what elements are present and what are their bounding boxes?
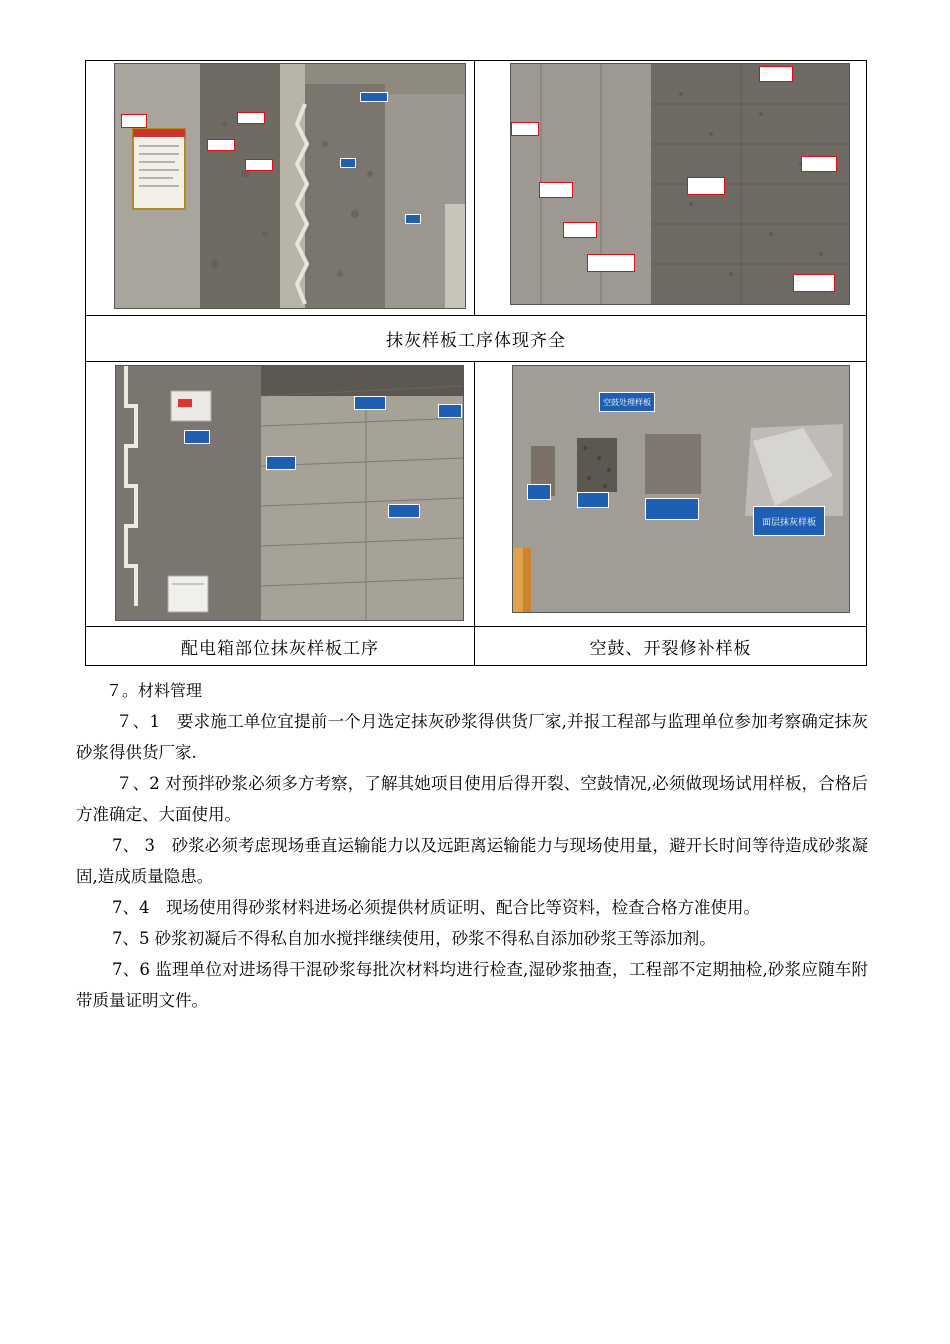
section-heading: ７。材料管理 [106, 681, 203, 700]
paragraph: ７、1 要求施工单位宜提前一个月选定抹灰砂浆得供货厂家,并报工程部与监理单位参加考察确定抹灰砂浆得供货厂家. [76, 712, 868, 762]
process-sign [793, 274, 835, 292]
process-sign [340, 158, 356, 168]
plaster-sample-photo-2 [510, 63, 850, 305]
process-sign [587, 254, 635, 272]
process-sign [801, 156, 837, 172]
photo-caption: 配电箱部位抹灰样板工序 [181, 639, 379, 659]
process-sign [207, 139, 235, 151]
repair-title-sign: 空鼓处理样板 [599, 392, 655, 412]
paragraph: 7、6 监理单位对进场得干混砂浆每批次材料均进行检查,湿砂浆抽查，工程部不定期抽检,砂浆应随车附带质量证明文件。 [76, 960, 868, 1010]
paragraph: 7、 3 砂浆必须考虑现场垂直运输能力以及远距离运输能力与现场使用量，避开长时间等待造成砂浆凝固,造成质量隐患。 [76, 836, 868, 886]
process-sign [577, 492, 609, 508]
process-sign [354, 396, 386, 410]
process-sign [121, 114, 147, 128]
process-sign [527, 484, 551, 500]
process-sign [360, 92, 388, 102]
process-sign [184, 430, 210, 444]
paragraph: ７、2 对预拌砂浆必须多方考察，了解其她项目使用后得开裂、空鼓情况,必须做现场试用样板，合格后方准确定、大面使用。 [76, 774, 868, 824]
process-sign [645, 498, 699, 520]
divider [86, 361, 866, 362]
paragraph: 7、5 砂浆初凝后不得私自加水搅拌继续使用，砂浆不得私自添加砂浆王等添加剂。 [112, 929, 716, 948]
distribution-box-photo [115, 365, 464, 621]
process-sign [405, 214, 421, 224]
photo-caption: 空鼓、开裂修补样板 [589, 639, 752, 659]
process-sign [539, 182, 573, 198]
plaster-sample-photo-1 [114, 63, 466, 309]
process-sign [759, 66, 793, 82]
photo-table [85, 60, 867, 666]
divider [474, 361, 475, 666]
process-sign [266, 456, 296, 470]
process-sign [511, 122, 539, 136]
process-sign [687, 177, 725, 195]
repair-sample-photo [512, 365, 850, 613]
divider [474, 61, 475, 315]
process-sign [237, 112, 265, 124]
paragraph: 7、4 现场使用得砂浆材料进场必须提供材质证明、配合比等资料，检查合格方准使用。 [112, 898, 760, 917]
process-sign [563, 222, 597, 238]
process-sign [438, 404, 462, 418]
repair-bottom-sign: 面层抹灰样板 [753, 506, 825, 536]
photo-caption: 抹灰样板工序体现齐全 [386, 331, 566, 351]
process-sign [245, 159, 273, 171]
process-sign [388, 504, 420, 518]
